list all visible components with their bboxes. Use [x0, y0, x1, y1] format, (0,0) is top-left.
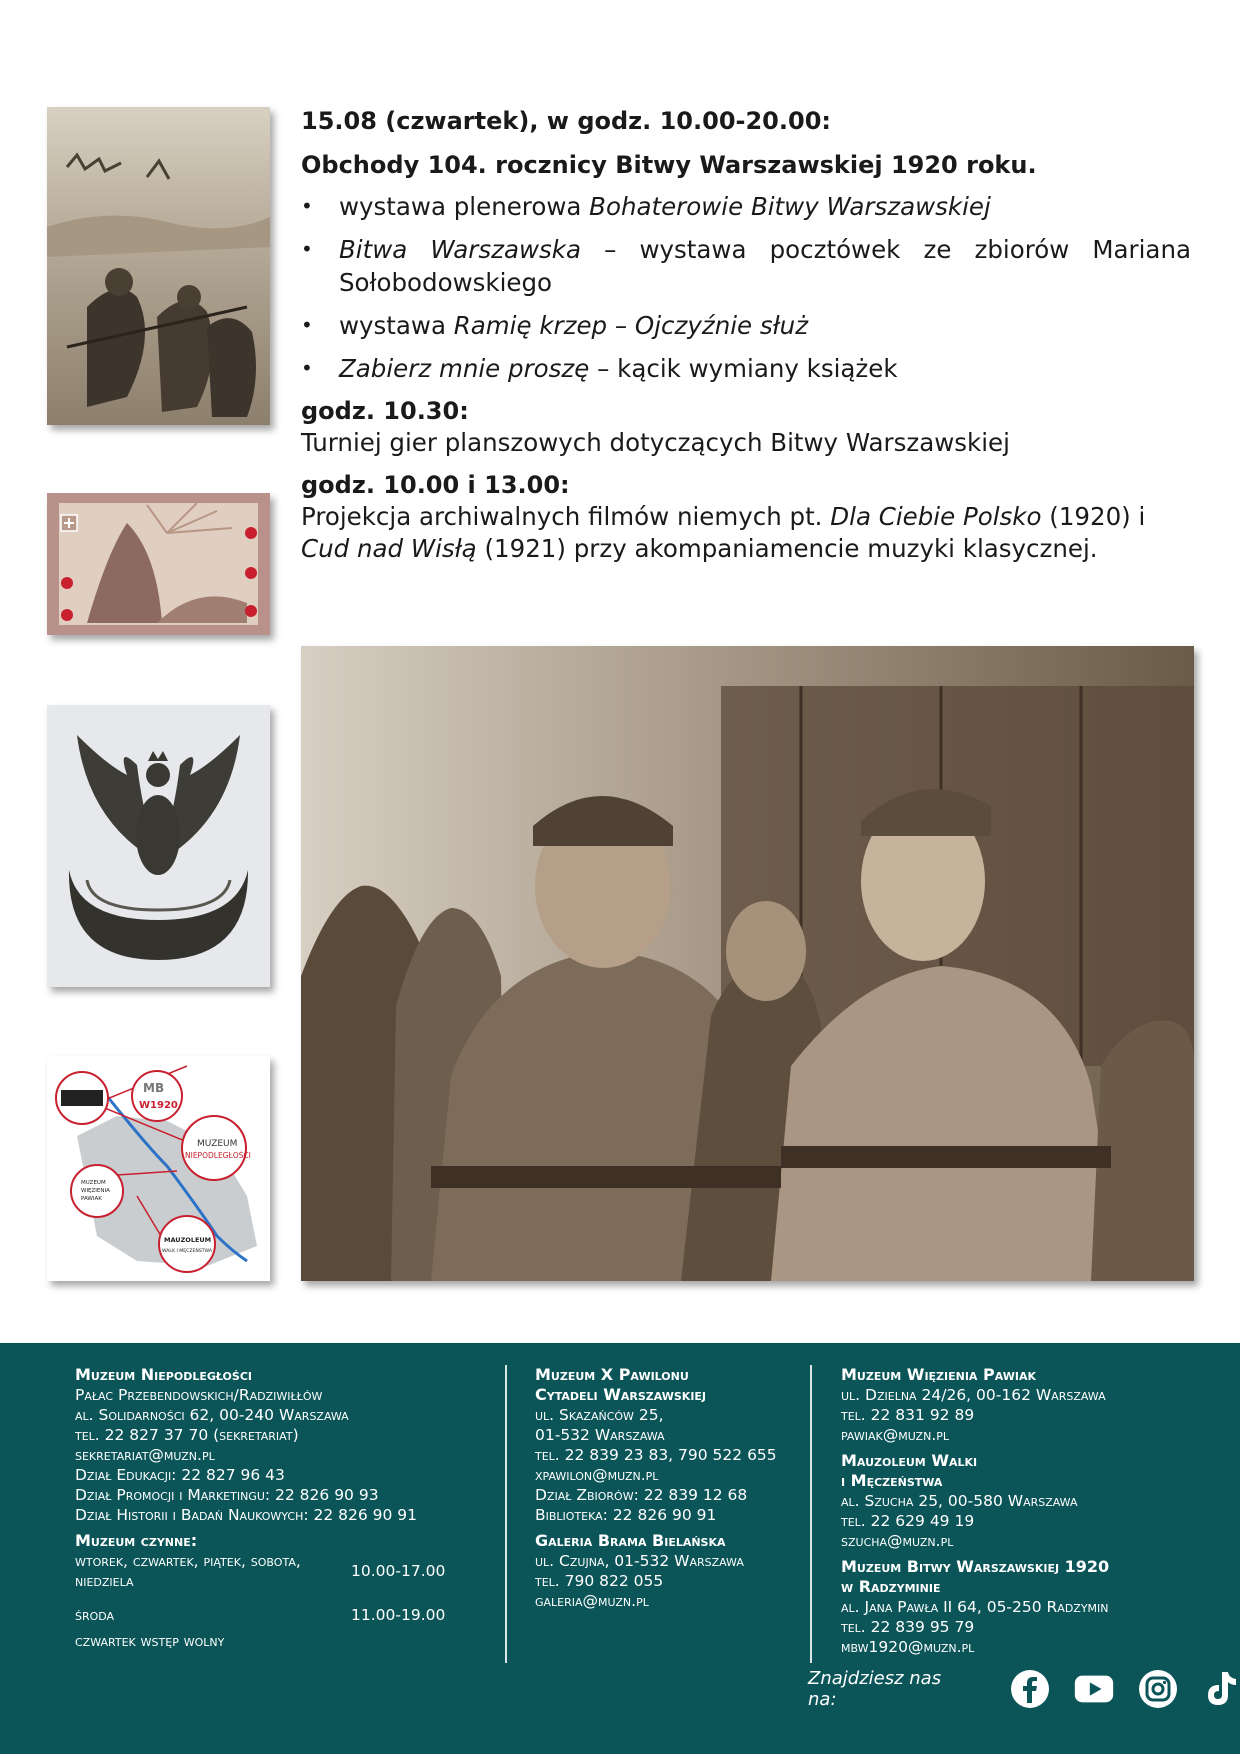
footer-col-pawiak: [841, 1365, 1221, 1657]
footer-line: Dział Edukacji: 22 827 96 43: [75, 1466, 285, 1484]
flag-postcard-image: [47, 493, 270, 635]
screening-section: [301, 469, 1191, 565]
footer-email-link[interactable]: sekretariat@muzn.pl: [75, 1446, 215, 1464]
opening-days: wtorek, czwartek, piątek, sobota, niedziela: [75, 1552, 301, 1590]
footer-museum-name: Mauzoleum Walki: [841, 1451, 978, 1470]
map-pawiak-label-1: MUZEUM: [81, 1180, 106, 1186]
footer-line: tel. 22 827 37 70 (sekretariat): [75, 1426, 299, 1444]
footer-line: al. Szucha 25, 00-580 Warszawa: [841, 1492, 1078, 1510]
map-niepodleglosci-label-1: MUZEUM: [197, 1139, 238, 1149]
footer-line: tel. 22 839 23 83, 790 522 655: [535, 1446, 777, 1464]
footer-line: ul. Dzielna 24/26, 00-162 Warszawa: [841, 1386, 1106, 1404]
map-niepodleglosci-label-2: NIEPODLEGŁOŚCI: [185, 1151, 251, 1160]
footer-line: al. Solidarności 62, 00-240 Warszawa: [75, 1406, 349, 1424]
event-title-line: Obchody 104. rocznicy Bitwy Warszawskiej 1920 roku.: [301, 151, 1037, 179]
footer-museum-name: Muzeum Bitwy Warszawskiej 1920: [841, 1557, 1110, 1576]
footer-email-link[interactable]: pawiak@muzn.pl: [841, 1426, 950, 1444]
footer-line: ul. Skazańców 25,: [535, 1406, 664, 1424]
opening-time: 11.00-19.00: [351, 1606, 446, 1624]
footer-line: 01-532 Warszawa: [535, 1426, 665, 1444]
event-date-line: 15.08 (czwartek), w godz. 10.00-20.00:: [301, 107, 831, 135]
footer-line: Dział Zbiorów: 22 839 12 68: [535, 1486, 748, 1504]
footer-museum-name: Muzeum Więzienia Pawiak: [841, 1365, 1037, 1384]
footer-divider: [505, 1365, 507, 1663]
map-mb-label: MB: [143, 1081, 165, 1095]
footer-col-muzeum-niepodleglosci: [75, 1365, 495, 1651]
battle-postcard-image: [47, 107, 270, 425]
map-mbw-label: W1920: [139, 1100, 178, 1111]
tiktok-icon[interactable]: [1202, 1669, 1240, 1709]
tournament-section: [301, 395, 1191, 459]
opening-hours-title: Muzeum czynne:: [75, 1531, 198, 1550]
youtube-icon[interactable]: [1074, 1669, 1114, 1709]
footer-line: al. Jana Pawła II 64, 05-250 Radzymin: [841, 1598, 1109, 1616]
social-links: [808, 1668, 1240, 1710]
footer-museum-name: Muzeum X Pawilonu: [535, 1365, 689, 1384]
footer-divider: [810, 1365, 812, 1663]
footer-museum-name: i Męczeństwa: [841, 1471, 943, 1490]
opening-hours-row: [75, 1605, 495, 1625]
footer-line: tel. 22 831 92 89: [841, 1406, 975, 1424]
footer-col-x-pawilon: [535, 1365, 805, 1611]
bullet-item: • wystawa Ramię krzep – Ojczyźnie służ: [301, 309, 1191, 342]
event-program: [301, 104, 1191, 565]
footer-line: Dział Historii i Badań Naukowych: 22 826 90 91: [75, 1506, 418, 1524]
tournament-time: godz. 10.30:: [301, 397, 469, 425]
footer-line: tel. 790 822 055: [535, 1572, 664, 1590]
map-pawiak-label-3: PAWIAK: [81, 1196, 102, 1202]
footer-museum-name: w Radzyminie: [841, 1577, 941, 1596]
bullet-item: • Bitwa Warszawska – wystawa pocztówek ze zbiorów Mariana Sołobodowskiego: [301, 233, 1191, 299]
map-mauzoleum-label-2: WALK I MĘCZEŃSTWA: [162, 1249, 212, 1254]
facebook-icon[interactable]: [1010, 1669, 1050, 1709]
map-mauzoleum-label-1: MAUZOLEUM: [164, 1236, 212, 1244]
event-bullet-list: [301, 190, 1191, 385]
footer-line: Pałac Przebendowskich/Radziwiłłów: [75, 1386, 323, 1404]
instagram-icon[interactable]: [1138, 1669, 1178, 1709]
footer-line: Biblioteka: 22 826 90 91: [535, 1506, 717, 1524]
opening-days: środa: [75, 1606, 115, 1624]
footer-museum-name: Cytadeli Warszawskiej: [535, 1385, 707, 1404]
tournament-text: Turniej gier planszowych dotyczących Bitwy Warszawskiej: [301, 428, 1010, 457]
screening-time: godz. 10.00 i 13.00:: [301, 471, 570, 499]
opening-hours-row: [75, 1551, 495, 1591]
contact-footer: [0, 1343, 1240, 1754]
footer-email-link[interactable]: xpawilon@muzn.pl: [535, 1466, 659, 1484]
footer-museum-name: Galeria Brama Bielańska: [535, 1531, 726, 1550]
footer-email-link[interactable]: galeria@muzn.pl: [535, 1592, 649, 1610]
footer-email-link[interactable]: szucha@muzn.pl: [841, 1532, 954, 1550]
footer-line: Dział Promocji i Marketingu: 22 826 90 93: [75, 1486, 379, 1504]
social-label: Znajdziesz nas na:: [808, 1668, 942, 1710]
footer-line: tel. 22 839 95 79: [841, 1618, 975, 1636]
historical-officers-photo: [301, 646, 1194, 1281]
footer-line: ul. Czujna, 01-532 Warszawa: [535, 1552, 744, 1570]
screening-text: Projekcja archiwalnych filmów niemych pt. Dla Ciebie Polsko (1920) i Cud nad Wisłą (1921) przy akompaniamencie muzyki klasycznej.: [301, 502, 1146, 563]
footer-museum-name: Muzeum Niepodległości: [75, 1365, 252, 1384]
museums-map-image: [47, 1056, 270, 1281]
map-pawiak-label-2: WIĘZIENIA: [81, 1188, 110, 1194]
opening-time: 10.00-17.00: [351, 1562, 446, 1580]
footer-email-link[interactable]: mbw1920@muzn.pl: [841, 1638, 975, 1656]
eagle-badge-image: [47, 705, 270, 987]
bullet-item: • Zabierz mnie proszę – kącik wymiany książek: [301, 352, 1191, 385]
free-entry-note: czwartek wstęp wolny: [75, 1632, 225, 1650]
bullet-item: • wystawa plenerowa Bohaterowie Bitwy Warszawskiej: [301, 190, 1191, 223]
footer-line: tel. 22 629 49 19: [841, 1512, 975, 1530]
